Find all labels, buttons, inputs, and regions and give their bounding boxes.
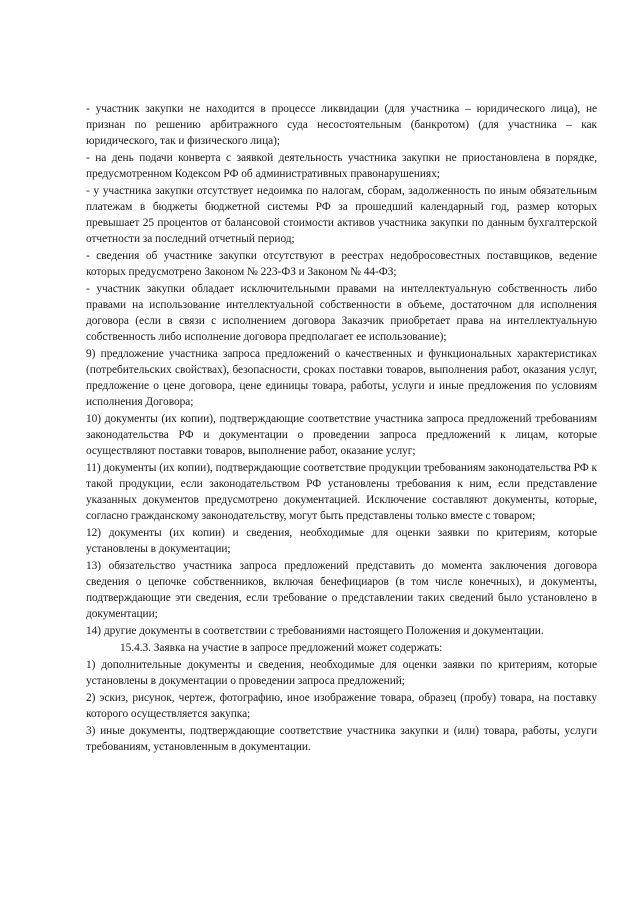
optional-contents-list — [86, 657, 597, 755]
paragraph-not-in-registry: - сведения об участнике закупки отсутствуют в реестрах недобросовестных поставщиков, ведение которых предусмотрено Законом № 223-ФЗ и Законом № 44-ФЗ; — [86, 250, 597, 278]
paragraph-item-12: 12) документы (их копии) и сведения, необходимые для оценки заявки по критериям, которые установлены в документации; — [86, 527, 597, 555]
paragraph-item-11: 11) документы (их копии), подтверждающие соответствие продукции требованиям законодательства РФ к такой продукции, если законодательством РФ установлены требования к ним, если представление указанных документов предусмотрено документацией. Исключение составляют документы, которые, согласно гражданскому законодательству, могут быть представлены только вместе с товаром; — [86, 462, 597, 522]
paragraph-no-tax-arrears: - у участника закупки отсутствует недоимка по налогам, сборам, задолженность по иным обязательным платежам в бюджеты бюджетной системы РФ за прошедший календарный год, размер которых превышает 25 процентов от балансовой стоимости активов участника закупки по данным бухгалтерской отчетности за последний отчетный период; — [86, 185, 597, 245]
sub-item-1: 1) дополнительные документы и сведения, необходимые для оценки заявки по критериям, которые установлены в документации о проведении запроса предложений; — [86, 659, 597, 687]
section-15-4-3-heading: 15.4.3. Заявка на участие в запросе предложений может содержать: — [120, 642, 443, 654]
paragraph-item-13: 13) обязательство участника запроса предложений представить до момента заключения договора сведения о цепочке собственников, включая бенефициаров (в том числе конечных), и документы, подтверждающие эти сведения, если требование о представлении таких сведений было установлено в документации; — [86, 560, 597, 620]
sub-item-3: 3) иные документы, подтверждающие соответствие участника закупки и (или) товара, работы, услуги требованиям, установленным в документации. — [86, 725, 597, 753]
requirements-list — [86, 101, 597, 639]
paragraph-item-14: 14) другие документы в соответствии с требованиями настоящего Положения и документации. — [86, 625, 544, 637]
paragraph-intellectual-property: - участник закупки обладает исключительными правами на интеллектуальную собственность либо правами на использование интеллектуальной собственности в объеме, достаточном для исполнения договора (если в связи с исполнением договора Заказчик приобретает права на интеллектуальную собственность либо исполнение договора предполагает ее использование); — [86, 283, 597, 343]
paragraph-liquidation: - участник закупки не находится в процессе ликвидации (для участника – юридического лица), не признан по решению арбитражного суда несостоятельным (банкротом) (для участника – как юридического, так и физического лица); — [86, 103, 597, 147]
paragraph-item-9: 9) предложение участника запроса предложений о качественных и функциональных характеристиках (потребительских свойствах), безопасности, сроках поставки товаров, выполнения работ, оказания услуг, предложение о цене договора, цене единицы товара, работы, услуги и иные предложения по условиям исполнения Договора; — [86, 348, 597, 408]
paragraph-activity-not-suspended: - на день подачи конверта с заявкой деятельность участника закупки не приостановлена в порядке, предусмотренном Кодексом РФ об административных правонарушениях; — [86, 152, 597, 180]
sub-item-2: 2) эскиз, рисунок, чертеж, фотографию, иное изображение товара, образец (пробу) товара, на поставку которого осуществляется закупка; — [86, 692, 597, 720]
paragraph-item-10: 10) документы (их копии), подтверждающие соответствие участника запроса предложений требованиям законодательства РФ и документации о проведении запроса предложений к лицам, которые осуществляют поставки товаров, выполнение работ, оказание услуг; — [86, 413, 597, 457]
